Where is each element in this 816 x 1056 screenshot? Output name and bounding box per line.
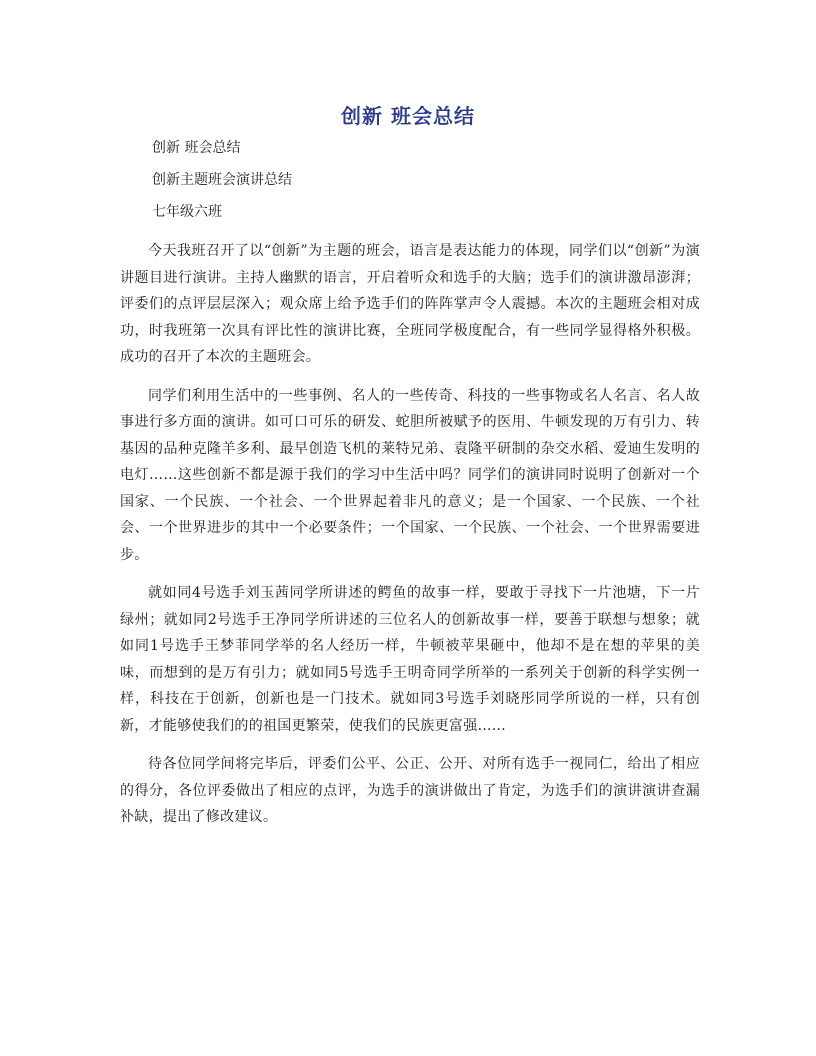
paragraph-judging: 待各位同学间将完毕后，评委们公平、公正、公开、对所有选手一视同仁，给出了相应的得分，各位评委做出了相应的点评，为选手的演讲做出了肯定，为选手们的演讲演讲查漏补缺，提出了修改建议。 [120, 756, 700, 825]
speech-summary-heading: 创新主题班会演讲总结 [152, 172, 292, 188]
paragraph-contestants: 就如同4号选手刘玉茜同学所讲述的鳄鱼的故事一样，要敢于寻找下一片池塘，下一片绿州；就如同2号选手王净同学所讲述的三位名人的创新故事一样，要善于联想与想象；就如同1号选手王梦菲同学举的名人经历一样，牛顿被苹果砸中，他却不是在想的苹果的美味，而想到的是万有引力；就如同5号选手王明奇同学所举的一系列关于创新的科学实例一样，科技在于创新，创新也是一门技术。就如同3号选手刘晓彤同学所说的一样，只有创新，才能够使我们的的祖国更繁荣，使我们的民族更富强…… [120, 585, 700, 734]
class-name: 七年级六班 [152, 204, 222, 220]
paragraph-intro: 今天我班召开了以“创新”为主题的班会，语言是表达能力的体现，同学们以“创新”为演讲题目进行演讲。主持人幽默的语言，开启着听众和选手的大脑；选手们的演讲激昂澎湃；评委们的点评层层深入；观众席上给予选手们的阵阵掌声令人震撼。本次的主题班会相对成功，时我班第一次具有评比性的演讲比赛，全班同学极度配合，有一些同学显得格外积极。成功的召开了本次的主题班会。 [120, 243, 700, 365]
document-body [120, 138, 700, 843]
page-title: 创新 班会总结 [341, 104, 475, 128]
paragraph-examples: 同学们利用生活中的一些事例、名人的一些传奇、科技的一些事物或名人名言、名人故事进行多方面的演讲。如可口可乐的研发、蛇胆所被赋予的医用、牛顿发现的万有引力、转基因的品种克隆羊多利、最早创造飞机的莱特兄弟、袁隆平研制的杂交水稻、爱迪生发明的电灯……这些创新不都是源于我们的学习中生活中吗？同学们的演讲同时说明了创新对一个国家、一个民族、一个社会、一个世界起着非凡的意义；是一个国家、一个民族、一个社会、一个世界进步的其中一个必要条件；一个国家、一个民族、一个社会、一个世界需要进步。 [120, 387, 700, 563]
subtitle-line: 创新 班会总结 [152, 140, 241, 156]
